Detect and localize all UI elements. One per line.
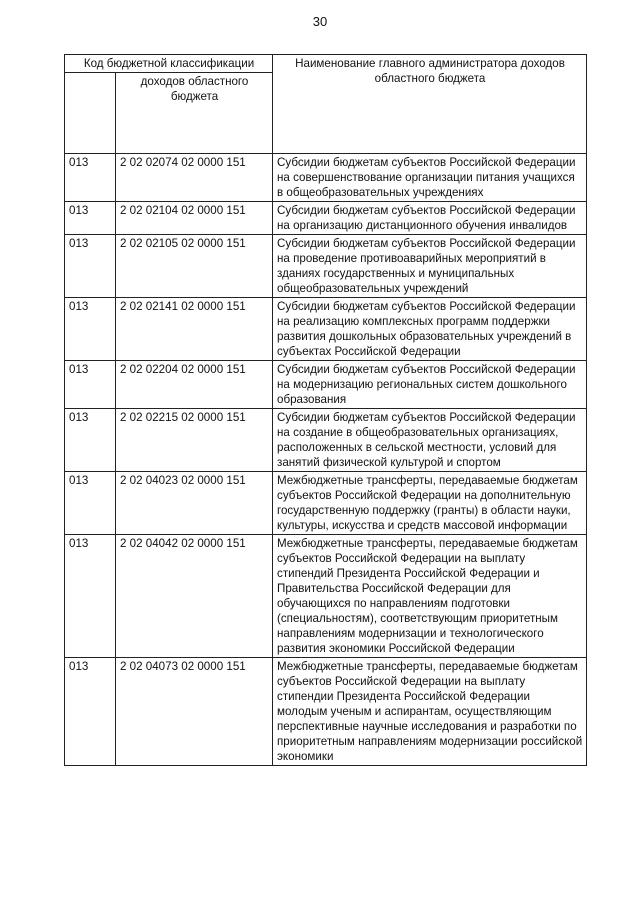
income-name-cell: Субсидии бюджетам субъектов Российской Федерации на проведение противоаварийных мероприятий в зданиях государственных и муниципальных общеобразовательных учреждений	[273, 235, 587, 298]
income-code-cell: 2 02 02104 02 0000 151	[116, 202, 273, 235]
header-budget-classification-code: Код бюджетной классификации	[65, 55, 273, 73]
income-code-cell: 2 02 02141 02 0000 151	[116, 298, 273, 361]
income-code-cell: 2 02 02204 02 0000 151	[116, 361, 273, 409]
income-name-cell: Межбюджетные трансферты, передаваемые бюджетам субъектов Российской Федерации на выплату стипендий Президента Российской Федерации и Правительства Российской Федерации для обучающихся по направлениям подготовки (специальностям), соответствующим приоритетным направлениям модернизации и технологического развития экономики Российской Федерации	[273, 535, 587, 658]
administrator-code-cell: 013	[65, 658, 116, 766]
income-code-cell: 2 02 04073 02 0000 151	[116, 658, 273, 766]
table-row	[65, 409, 587, 472]
table-row	[65, 154, 587, 202]
table-header-row-1	[65, 55, 587, 73]
table-body	[65, 154, 587, 766]
table-row	[65, 658, 587, 766]
administrator-code-cell: 013	[65, 202, 116, 235]
table-row	[65, 202, 587, 235]
income-code-cell: 2 02 04023 02 0000 151	[116, 472, 273, 535]
table-row	[65, 235, 587, 298]
header-income-code: доходов областного бюджета	[116, 73, 273, 154]
income-name-cell: Субсидии бюджетам субъектов Российской Федерации на модернизацию региональных систем дошкольного образования	[273, 361, 587, 409]
income-name-cell: Субсидии бюджетам субъектов Российской Федерации на совершенствование организации питания учащихся в общеобразовательных учреждениях	[273, 154, 587, 202]
administrator-code-cell: 013	[65, 361, 116, 409]
income-name-cell: Субсидии бюджетам субъектов Российской Федерации на реализацию комплексных программ поддержки развития дошкольных образовательных учреждений в субъектах Российской Федерации	[273, 298, 587, 361]
income-name-cell: Межбюджетные трансферты, передаваемые бюджетам субъектов Российской Федерации на дополнительную государственную поддержку (гранты) в области науки, культуры, искусства и средств массовой информации	[273, 472, 587, 535]
header-administrator-name: Наименование главного администратора доходов областного бюджета	[273, 55, 587, 154]
page-number: 30	[312, 14, 328, 29]
administrator-code-cell: 013	[65, 535, 116, 658]
income-code-cell: 2 02 04042 02 0000 151	[116, 535, 273, 658]
income-code-cell: 2 02 02074 02 0000 151	[116, 154, 273, 202]
administrator-code-cell: 013	[65, 409, 116, 472]
table-row	[65, 472, 587, 535]
table-row	[65, 298, 587, 361]
table-row	[65, 535, 587, 658]
administrator-code-cell: 013	[65, 154, 116, 202]
administrator-code-cell: 013	[65, 472, 116, 535]
administrator-code-cell: 013	[65, 298, 116, 361]
table-row	[65, 361, 587, 409]
income-name-cell: Субсидии бюджетам субъектов Российской Федерации на организацию дистанционного обучения инвалидов	[273, 202, 587, 235]
income-code-cell: 2 02 02215 02 0000 151	[116, 409, 273, 472]
income-name-cell: Субсидии бюджетам субъектов Российской Федерации на создание в общеобразовательных организациях, расположенных в сельской местности, условий для занятий физической культурой и спортом	[273, 409, 587, 472]
budget-classification-table	[64, 54, 587, 766]
header-administrator-code	[65, 73, 116, 154]
administrator-code-cell: 013	[65, 235, 116, 298]
income-code-cell: 2 02 02105 02 0000 151	[116, 235, 273, 298]
income-name-cell: Межбюджетные трансферты, передаваемые бюджетам субъектов Российской Федерации на выплату стипендии Президента Российской Федерации молодым ученым и аспирантам, осуществляющим перспективные научные исследования и разработки по приоритетным направлениям модернизации российской экономики	[273, 658, 587, 766]
